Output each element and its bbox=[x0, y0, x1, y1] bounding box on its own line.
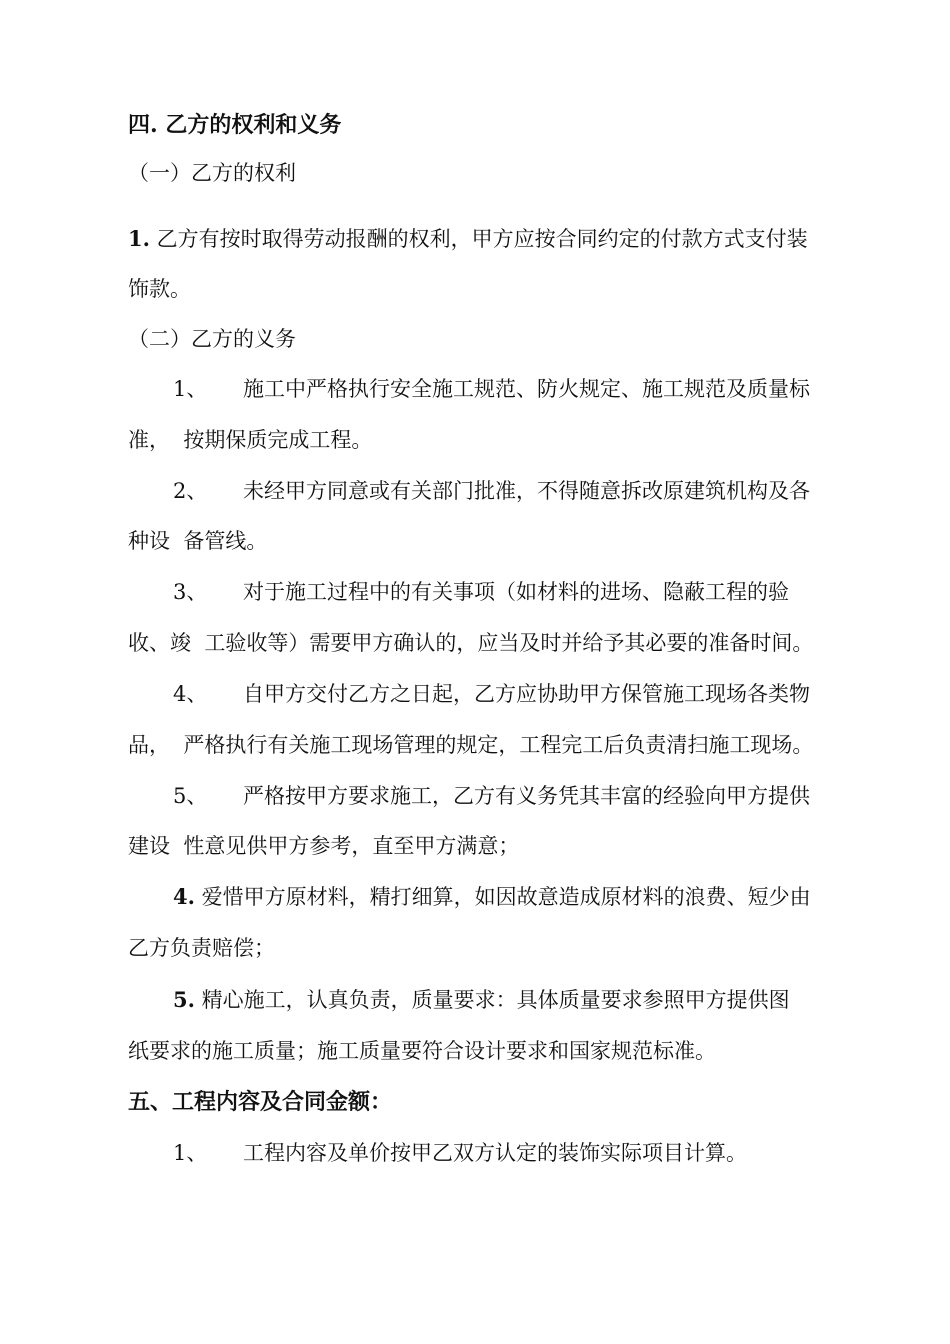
extra-item-4-line-2: 乙方负责赔偿； bbox=[128, 936, 275, 960]
rights-item-1-number: 1. bbox=[128, 226, 150, 251]
extra-item-5-number: 5. bbox=[173, 987, 195, 1012]
duty-item-2-line-1 bbox=[173, 476, 810, 506]
duty-item-4-text: 自甲方交付乙方之日起，乙方应协助甲方保管施工现场各类物 bbox=[243, 682, 810, 706]
extra-item-4-text: 爱惜甲方原材料，精打细算，如因故意造成原材料的浪费、短少由 bbox=[201, 885, 811, 909]
duty-item-1-number: 1、 bbox=[173, 377, 208, 401]
duty-item-2-text: 未经甲方同意或有关部门批准，不得随意拆改原建筑机构及各 bbox=[243, 479, 810, 503]
duty-item-5-line-2: 建设 性意见供甲方参考，直至甲方满意； bbox=[128, 834, 520, 858]
duty-item-3-text: 对于施工过程中的有关事项（如材料的进场、隐蔽工程的验 bbox=[243, 580, 789, 604]
extra-item-4-number: 4. bbox=[173, 884, 195, 909]
extra-item-5-line-2: 纸要求的施工质量；施工质量要符合设计要求和国家规范标准。 bbox=[128, 1039, 716, 1063]
extra-item-5-line-1 bbox=[173, 985, 790, 1015]
rights-item-1-line-2: 饰款。 bbox=[128, 277, 191, 301]
duty-item-3-line-2: 收、竣 工验收等）需要甲方确认的，应当及时并给予其必要的准备时间。 bbox=[128, 631, 814, 655]
rights-item-1-text: 乙方有按时取得劳动报酬的权利，甲方应按合同约定的付款方式支付装 bbox=[156, 227, 808, 251]
duty-item-3-number: 3、 bbox=[173, 580, 208, 604]
duty-item-3-line-1 bbox=[173, 577, 789, 607]
section-4-heading: 四. 乙方的权利和义务 bbox=[128, 112, 342, 138]
duty-item-4-number: 4、 bbox=[173, 682, 208, 706]
contract-item-1-text: 工程内容及单价按甲乙双方认定的装饰实际项目计算。 bbox=[243, 1141, 747, 1165]
duty-item-5-number: 5、 bbox=[173, 784, 208, 808]
contract-item-1-line bbox=[173, 1138, 747, 1168]
section-5-heading: 五、工程内容及合同金额： bbox=[128, 1089, 393, 1115]
rights-item-1-line-1 bbox=[128, 224, 808, 254]
duty-item-5-text: 严格按甲方要求施工，乙方有义务凭其丰富的经验向甲方提供 bbox=[243, 784, 810, 808]
duty-item-1-line-1 bbox=[173, 374, 810, 404]
duty-item-5-line-1 bbox=[173, 781, 810, 811]
extra-item-4-line-1 bbox=[173, 882, 811, 912]
duty-item-4-line-1 bbox=[173, 679, 810, 709]
duty-item-2-number: 2、 bbox=[173, 479, 208, 503]
contract-item-1-number: 1、 bbox=[173, 1141, 208, 1165]
duty-item-1-line-2: 准， 按期保质完成工程。 bbox=[128, 428, 373, 452]
extra-item-5-text: 精心施工，认真负责，质量要求：具体质量要求参照甲方提供图 bbox=[201, 988, 790, 1012]
subsection-duties-heading: （二）乙方的义务 bbox=[128, 327, 296, 351]
subsection-rights-heading: （一）乙方的权利 bbox=[128, 161, 296, 185]
duty-item-1-text: 施工中严格执行安全施工规范、防火规定、施工规范及质量标 bbox=[243, 377, 810, 401]
duty-item-4-line-2: 品， 严格执行有关施工现场管理的规定，工程完工后负责清扫施工现场。 bbox=[128, 733, 814, 757]
duty-item-2-line-2: 种设 备管线。 bbox=[128, 529, 268, 553]
